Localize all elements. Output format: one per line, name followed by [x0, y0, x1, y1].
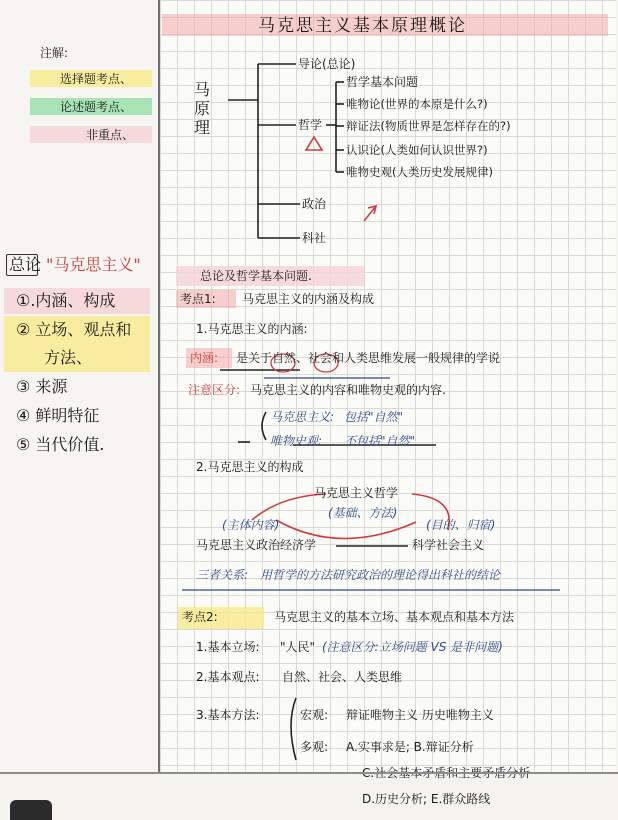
side-item-1: ①.内涵、构成: [16, 291, 116, 310]
composition-top-note: (基础、方法): [328, 506, 398, 520]
side-item-4: ④ 鲜明特征: [16, 406, 100, 425]
kp1-sub1: 1.马克思主义的内涵:: [196, 322, 308, 336]
side-item-2: ② 立场、观点和: [16, 320, 132, 339]
tree-branch-philosophy: 哲学: [298, 118, 323, 132]
compare-marxism-text: 包括"自然": [344, 410, 404, 424]
meaning-label: 内涵:: [190, 351, 219, 365]
kp1-title: 马克思主义的内涵及构成: [242, 292, 375, 306]
legend-item-minor: 非重点、: [86, 128, 135, 142]
kp2-item3-label: 3.基本方法:: [196, 708, 260, 722]
composition-right-note: (目的、归宿): [426, 518, 496, 532]
philosophy-item-1: 哲学基本问题: [346, 75, 419, 89]
method-macro-text: 辩证唯物主义 历史唯物主义: [346, 708, 494, 722]
section-heading: 总论及哲学基本问题.: [200, 269, 312, 283]
composition-left-node: 马克思主义政治经济学: [196, 538, 317, 552]
method-micro-line-3: D.历史分析; E.群众路线: [362, 792, 491, 806]
philosophy-item-2: 唯物论(世界的本原是什么?): [346, 97, 488, 111]
tree-branch-socialism: 科社: [302, 231, 327, 245]
legend-item-essay: 论述题考点、: [60, 100, 133, 114]
note-label: 注意区分:: [188, 383, 241, 397]
bottom-divider: [0, 772, 618, 774]
tree-root-char-2: 原: [194, 99, 211, 118]
kp1-sub2: 2.马克思主义的构成: [196, 460, 304, 474]
kp2-label: 考点2:: [182, 610, 218, 624]
note-text: 马克思主义的内容和唯物史观的内容.: [250, 383, 446, 397]
legend-heading: 注解:: [40, 46, 69, 60]
compare-materialism-text: 不包括"自然": [344, 434, 416, 448]
tree-root-char-3: 理: [194, 118, 211, 137]
legend-item-choice: 选择题考点、: [60, 72, 133, 86]
composition-top-node: 马克思主义哲学: [314, 486, 399, 500]
tree-branch-politics: 政治: [302, 197, 327, 211]
method-macro-label: 宏观:: [300, 708, 329, 722]
philosophy-item-3: 辩证法(物质世界是怎样存在的?): [346, 119, 511, 133]
method-micro-line-1: A.实事求是; B.辩证分析: [346, 740, 474, 754]
tree-root-char-1: 马: [194, 80, 211, 99]
kp2-item1-note: (注意区分:立场问题 VS 是非问题): [322, 640, 503, 654]
composition-left-note: (主体内容): [222, 518, 280, 532]
page-title: 马克思主义基本原理概论: [258, 16, 467, 36]
kp2-item2-label: 2.基本观点:: [196, 670, 260, 684]
side-item-5: ⑤ 当代价值.: [16, 435, 105, 454]
method-micro-label: 多观:: [300, 740, 329, 754]
side-item-2-cont: 方法、: [44, 348, 93, 367]
kp2-item1-label: 1.基本立场:: [196, 640, 260, 654]
compare-materialism-label: 唯物史观:: [270, 434, 323, 448]
side-heading-quote: "马克思主义": [46, 255, 141, 274]
meaning-text: 是关于自然、社会和人类思维发展一般规律的学说: [236, 351, 501, 365]
philosophy-item-5: 唯物史观(人类历史发展规律): [346, 165, 493, 179]
compare-marxism-label: 马克思主义:: [270, 410, 335, 424]
kp2-item2-text: 自然、社会、人类思维: [282, 670, 403, 684]
tree-root: [194, 80, 214, 137]
kp1-label: 考点1:: [180, 292, 216, 306]
bottom-toolbar-button[interactable]: [10, 800, 52, 820]
side-heading-label: 总论: [9, 255, 42, 274]
philosophy-item-4: 认识论(人类如何认识世界?): [346, 143, 488, 157]
relation-label: 三者关系:: [196, 568, 249, 582]
kp2-item1-text: "人民": [280, 640, 316, 654]
composition-right-node: 科学社会主义: [412, 538, 485, 552]
kp2-title: 马克思主义的基本立场、基本观点和基本方法: [274, 610, 515, 624]
relation-text: 用哲学的方法研究政治的理论得出科社的结论: [260, 568, 501, 582]
tree-branch-intro: 导论(总论): [298, 57, 356, 71]
side-item-3: ③ 来源: [16, 377, 68, 396]
